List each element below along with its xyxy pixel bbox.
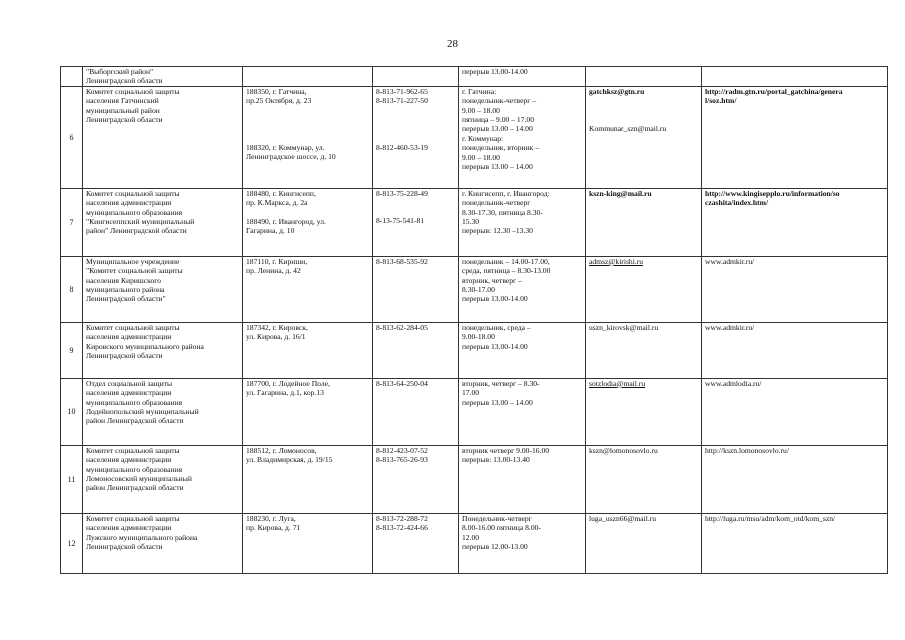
phone-secondary: 8-812-460-53-19 (376, 142, 428, 152)
address: 187110, г. Кириши, пр. Ленина, д. 42 (243, 256, 373, 322)
row-number: 8 (61, 256, 83, 322)
website[interactable]: www.admkir.ru/ (702, 256, 888, 322)
address: 187342, г. Кировск, ул. Кирова, д. 16/1 (243, 322, 373, 378)
row-number: 12 (61, 513, 83, 573)
phone: 8-813-68-535-92 (373, 256, 459, 322)
organization-name: Муниципальное учреждение "Комитет социальной защиты населения Киришского муниципального района Ленинградской области" (83, 256, 243, 322)
address (243, 67, 373, 87)
table-row (61, 322, 888, 378)
table-row (61, 445, 888, 513)
address: 188230, г. Луга, пр. Кирова, д. 71 (243, 513, 373, 573)
working-hours: г. Кингисепп, г. Ивангород: понедельник-четверг 8.30-17.30, пятница 8.30- 15.30 перерыв: 12.30 –13.30 (459, 188, 586, 256)
phone: 8-812-423-07-52 8-813-765-26-93 (373, 445, 459, 513)
organization-name: Комитет социальной защиты населения администрации Кировского муниципального района Ленинградской области (83, 322, 243, 378)
table-row (61, 513, 888, 573)
row-number: 6 (61, 86, 83, 188)
phone: 8-813-75-228-49 (376, 188, 428, 198)
phone-secondary: 8-13-75-541-81 (376, 216, 425, 226)
address-secondary: 188490, г. Ивангород, ул. Гагарина, д. 10 (246, 216, 326, 236)
working-hours: перерыв 13.00-14.00 (459, 67, 586, 87)
address: 188512, г. Ломоносов, ул. Владимирская, д. 19/15 (243, 445, 373, 513)
table-row (61, 188, 888, 256)
email[interactable]: sotzlodia@mail.ru (586, 378, 702, 445)
organization-name: Отдел социальной защиты населения администрации муниципального образования Лодейнопольский муниципальный район Ленинградской области (83, 378, 243, 445)
website[interactable]: www.admkir.ru/ (702, 322, 888, 378)
row-number: 7 (61, 188, 83, 256)
email (586, 67, 702, 87)
working-hours: понедельник, среда – 9.00-18.00 перерыв 13.00-14.00 (459, 322, 586, 378)
address: 188350, г. Гатчина, пр.25 Октября, д. 23 (246, 86, 312, 106)
address-cell (243, 188, 373, 256)
phone-cell (373, 188, 459, 256)
organization-name: Комитет социальной защиты населения администрации Лужского муниципального района Ленинградской области (83, 513, 243, 573)
website[interactable]: http://www.kingisepplo.ru/information/so czashita/index.htm/ (702, 188, 888, 256)
organization-name: Комитет социальной защиты населения Гатчинский муниципальный район Ленинградской области (83, 86, 243, 188)
address-secondary: 188320, г. Коммунар, ул. Ленинградское шоссе, д. 10 (246, 142, 336, 162)
email[interactable]: luga_uszn66@mail.ru (586, 513, 702, 573)
row-number (61, 67, 83, 87)
table-row (61, 378, 888, 445)
website (702, 67, 888, 87)
phone: 8-813-72-288-72 8-813-72-424-66 (373, 513, 459, 573)
table-row (61, 67, 888, 87)
phone: 8-813-71-962-65 8-813-71-227-50 (376, 86, 428, 106)
email-secondary[interactable]: Kommunar_szn@mail.ru (589, 124, 667, 134)
email[interactable]: kszn@lomonosovlo.ru (586, 445, 702, 513)
website[interactable]: http://luga.ru/msu/adm/kom_otd/kom_szn/ (702, 513, 888, 573)
phone-cell (373, 86, 459, 188)
working-hours: вторник, четверг – 8.30- 17.00 перерыв 13.00 – 14.00 (459, 378, 586, 445)
page-number: 28 (447, 38, 458, 50)
organization-name: Комитет социальной защиты населения администрации муниципального образования Ломоносовский муниципальный район Ленинградской области (83, 445, 243, 513)
working-hours: понедельник – 14.00-17.00, среда, пятница – 8.30-13.00 вторник, четверг – 8.30-17.00 перерыв 13.00-14.00 (459, 256, 586, 322)
website[interactable]: http://kszn.lomonosovlo.ru/ (702, 445, 888, 513)
phone (373, 67, 459, 87)
social-protection-table (60, 66, 888, 574)
phone: 8-813-62-284-05 (373, 322, 459, 378)
email[interactable]: kszn-king@mail.ru (586, 188, 702, 256)
email[interactable]: admsz@kirishi.ru (586, 256, 702, 322)
organization-name: "Выборгский район" Ленинградской области (83, 67, 243, 87)
working-hours: Понедельник-четверг 8.00-16.00 пятница 8.00- 12.00 перерыв 12.00-13.00 (459, 513, 586, 573)
email-cell (586, 86, 702, 188)
row-number: 10 (61, 378, 83, 445)
table-row (61, 256, 888, 322)
table-row (61, 86, 888, 188)
organization-name: Комитет социальной защиты населения администрации муниципального образования "Кингисеппский муниципальный район" Ленинградской области (83, 188, 243, 256)
row-number: 9 (61, 322, 83, 378)
phone: 8-813-64-250-04 (373, 378, 459, 445)
email[interactable]: gatchksz@gtn.ru (589, 86, 645, 96)
address: 188480, г. Кингисепп, пр. К.Маркса, д. 2а (246, 188, 316, 208)
website[interactable]: www.admlodia.ru/ (702, 378, 888, 445)
address: 187700, г. Лодейное Поле, ул. Гагарина, д.1, кор.13 (243, 378, 373, 445)
website[interactable]: http://radm.gtn.ru/portal_gatchina/genera l/soz.htm/ (702, 86, 888, 188)
address-cell (243, 86, 373, 188)
row-number: 11 (61, 445, 83, 513)
working-hours: г. Гатчина: понедельник-четверг – 9.00 – 18.00 пятница – 9.00 – 17.00 перерыв 13.00 – 14.00 г. Коммунар: понедельник, вторник – 9.00 – 18.00 перерыв 13.00 – 14.00 (459, 86, 586, 188)
working-hours: вторник четверг 9.00-16.00 перерыв: 13.00-13.40 (459, 445, 586, 513)
email[interactable]: uszn_kirovsk@mail.ru (586, 322, 702, 378)
